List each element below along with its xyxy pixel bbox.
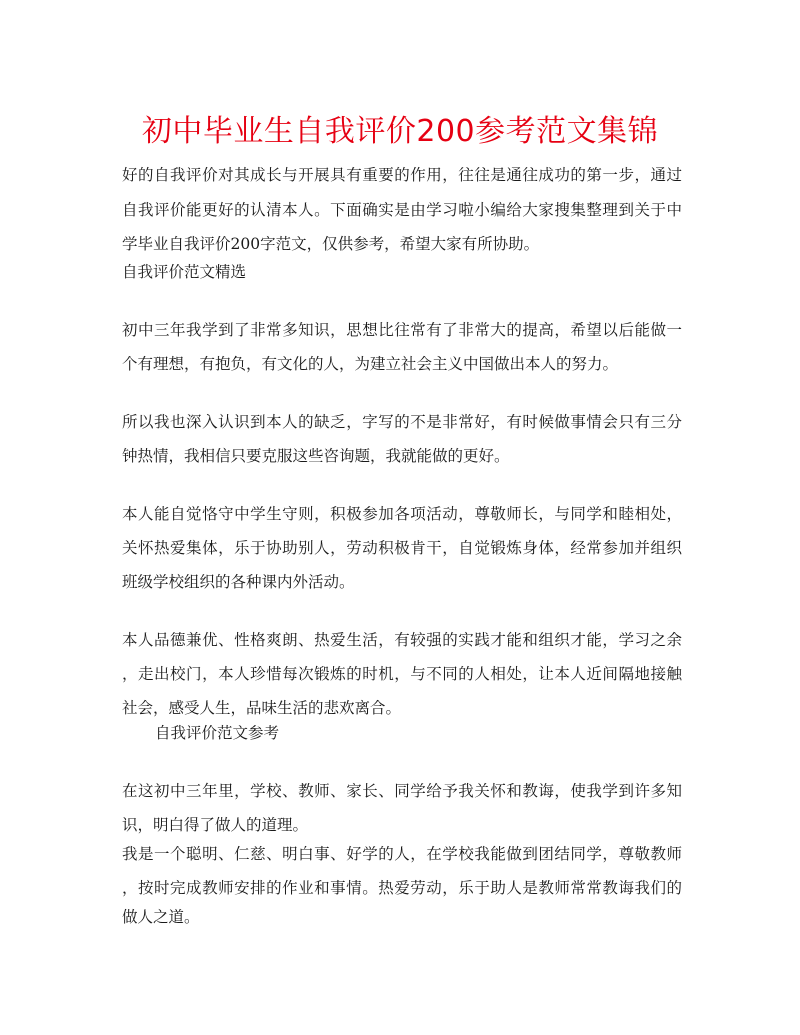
paragraph-line: 班级学校组织的各种课内外活动。 <box>122 573 355 591</box>
section-heading: 自我评价范文参考 <box>155 724 280 742</box>
paragraph-line: 钟热情，我相信只要克服这些咨询题，我就能做的更好。 <box>122 447 510 465</box>
paragraph-line: 在这初中三年里，学校、教师、家长、同学给予我关怀和教诲，使我学到许多知 <box>122 782 682 800</box>
document-title: 初中毕业生自我评价200参考范文集锦 <box>141 114 659 149</box>
paragraph-line: 做人之道。 <box>122 908 200 926</box>
paragraph-line: ，走出校门，本人珍惜每次锻炼的时机，与不同的人相处，让本人近间隔地接触 <box>122 665 682 683</box>
paragraph-line: 本人能自觉恪守中学生守则，积极参加各项活动，尊敬师长，与同学和睦相处， <box>122 505 682 523</box>
paragraph-line: 初中三年我学到了非常多知识，思想比往常有了非常大的提高，希望以后能做一 <box>122 321 682 339</box>
section-heading: 自我评价范文精选 <box>122 263 247 281</box>
paragraph-line: ，按时完成教师安排的作业和事情。热爱劳动，乐于助人是教师常常教诲我们的 <box>122 879 682 897</box>
paragraph-line: 所以我也深入认识到本人的缺乏，字写的不是非常好，有时候做事情会只有三分 <box>122 413 682 431</box>
paragraph-line: 识，明白得了做人的道理。 <box>122 816 309 834</box>
paragraph-line: 关怀热爱集体，乐于协助别人，劳动积极肯干，自觉锻炼身体，经常参加并组织 <box>122 539 682 557</box>
paragraph-line: 学毕业自我评价200字范文，仅供参考，希望大家有所协助。 <box>122 235 540 253</box>
paragraph-line: 个有理想，有抱负，有文化的人，为建立社会主义中国做出本人的努力。 <box>122 355 619 373</box>
paragraph-line: 本人品德兼优、性格爽朗、热爱生活，有较强的实践才能和组织才能，学习之余 <box>122 631 682 649</box>
paragraph-line: 自我评价能更好的认清本人。下面确实是由学习啦小编给大家搜集整理到关于中 <box>122 201 682 219</box>
paragraph-line: 好的自我评价对其成长与开展具有重要的作用，往往是通往成功的第一步，通过 <box>122 166 682 184</box>
paragraph-line: 我是一个聪明、仁慈、明白事、好学的人，在学校我能做到团结同学，尊敬教师 <box>122 845 682 863</box>
paragraph-line: 社会，感受人生，品味生活的悲欢离合。 <box>122 699 402 717</box>
